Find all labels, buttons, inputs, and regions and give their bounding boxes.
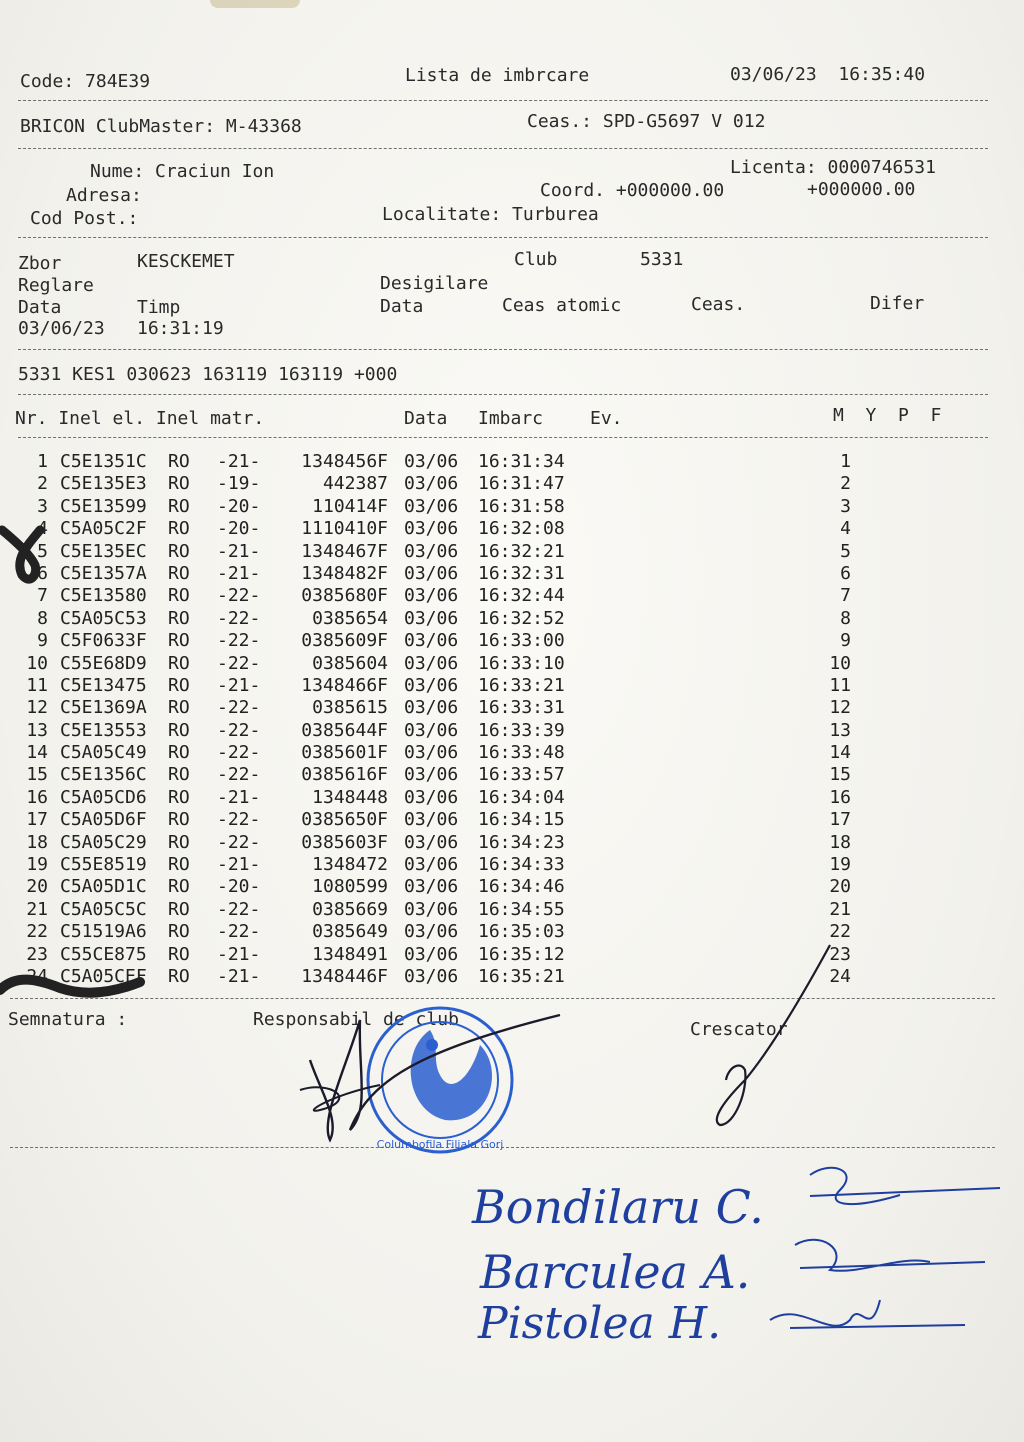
- row-number: 9: [37, 630, 48, 652]
- ring-number: 1348491: [312, 943, 388, 965]
- unsealing-label: Desigilare: [380, 273, 489, 294]
- rank-m: 14: [829, 742, 851, 764]
- electronic-ring: C5E1356C: [60, 764, 147, 786]
- ring-year: -21-: [217, 965, 261, 987]
- club-responsible-label: Responsabil de club: [253, 1009, 459, 1030]
- ring-number: 0385669: [312, 898, 388, 920]
- ring-year: -21-: [217, 786, 261, 808]
- ring-year: -22-: [217, 764, 261, 786]
- arrival-time: 16:34:33: [478, 854, 565, 876]
- arrival-time: 16:35:12: [478, 943, 565, 965]
- club-number: 5331: [640, 249, 684, 270]
- ring-number: 0385601F: [301, 742, 388, 764]
- row-number: 17: [26, 809, 48, 831]
- arrival-date: 03/06: [404, 876, 459, 898]
- rank-m: 4: [840, 518, 851, 540]
- row-number: 13: [26, 719, 48, 741]
- handwritten-name-3: Pistolea H.: [478, 1298, 722, 1349]
- arrival-date: 03/06: [404, 965, 459, 987]
- rank-m: 12: [829, 697, 851, 719]
- country-code: RO: [168, 562, 190, 584]
- electronic-ring: C5A05C29: [60, 831, 147, 853]
- arrival-time: 16:31:34: [478, 451, 565, 472]
- country-code: RO: [168, 943, 190, 965]
- atomic-clock-label: Ceas atomic: [502, 295, 622, 316]
- ring-year: -22-: [217, 898, 261, 920]
- arrival-date: 03/06: [404, 585, 459, 607]
- country-code: RO: [168, 607, 190, 629]
- arrival-time: 16:34:15: [478, 809, 565, 831]
- clock-label: Ceas.: SPD-G5697 V 012: [527, 111, 766, 132]
- ring-year: -22-: [217, 652, 261, 674]
- ring-number: 1348467F: [301, 540, 388, 562]
- electronic-ring: C5A05CD6: [60, 786, 147, 808]
- ring-number: 0385604: [312, 652, 388, 674]
- row-number: 10: [26, 652, 48, 674]
- setting-label: Reglare: [18, 275, 94, 296]
- electronic-ring: C5E13599: [60, 495, 147, 517]
- ring-number: 0385603F: [301, 831, 388, 853]
- row-number: 2: [37, 473, 48, 495]
- arrival-date: 03/06: [404, 786, 459, 808]
- arrival-date: 03/06: [404, 473, 459, 495]
- flight-label: Zbor: [18, 253, 62, 274]
- row-number: 21: [26, 898, 48, 920]
- arrival-time: 16:32:52: [478, 607, 565, 629]
- row-number: 24: [26, 965, 48, 987]
- arrival-time: 16:32:31: [478, 562, 565, 584]
- electronic-ring: C5E1351C: [60, 451, 147, 472]
- arrival-time: 16:35:21: [478, 965, 565, 987]
- arrival-time: 16:33:57: [478, 764, 565, 786]
- arrival-date: 03/06: [404, 764, 459, 786]
- electronic-ring: C5F0633F: [60, 630, 147, 652]
- ring-year: -22-: [217, 809, 261, 831]
- flight-code-line: 5331 KES1 030623 163119 163119 +000: [18, 364, 398, 385]
- row-number: 19: [26, 854, 48, 876]
- row-number: 7: [37, 585, 48, 607]
- rank-m: 16: [829, 786, 851, 808]
- arrival-time: 16:32:08: [478, 518, 565, 540]
- row-number: 18: [26, 831, 48, 853]
- arrival-time: 16:32:21: [478, 540, 565, 562]
- arrival-date: 03/06: [404, 540, 459, 562]
- country-code: RO: [168, 495, 190, 517]
- time-label: Timp: [137, 297, 181, 318]
- country-code: RO: [168, 540, 190, 562]
- electronic-ring: C55E68D9: [60, 652, 147, 674]
- row-number: 8: [37, 607, 48, 629]
- flight-name: KESCKEMET: [137, 251, 235, 272]
- electronic-ring: C5A05C5C: [60, 898, 147, 920]
- row-number: 22: [26, 921, 48, 943]
- ring-year: -22-: [217, 607, 261, 629]
- binder-mark-icon: [2, 530, 40, 579]
- ring-year: -22-: [217, 697, 261, 719]
- postal-code-label: Cod Post.:: [30, 208, 139, 229]
- rank-m: 20: [829, 876, 851, 898]
- arrival-date: 03/06: [404, 943, 459, 965]
- ring-number: 0385609F: [301, 630, 388, 652]
- arrival-date: 03/06: [404, 562, 459, 584]
- owner-name: Nume: Craciun Ion: [90, 161, 275, 182]
- arrival-time: 16:35:03: [478, 921, 565, 943]
- rank-m: 23: [829, 943, 851, 965]
- arrival-time: 16:34:46: [478, 876, 565, 898]
- arrival-date: 03/06: [404, 809, 459, 831]
- ring-year: -21-: [217, 562, 261, 584]
- address-label: Adresa:: [66, 185, 142, 206]
- ring-number: 442387: [322, 473, 388, 495]
- ring-year: -19-: [217, 473, 261, 495]
- electronic-ring: C5A05D6F: [60, 809, 147, 831]
- rank-m: 19: [829, 854, 851, 876]
- rank-m: 8: [840, 607, 851, 629]
- rank-m: 18: [829, 831, 851, 853]
- arrival-date: 03/06: [404, 831, 459, 853]
- ring-number: 1348448: [312, 786, 388, 808]
- ring-number: 1110410F: [301, 518, 388, 540]
- country-code: RO: [168, 719, 190, 741]
- row-number: 14: [26, 742, 48, 764]
- arrival-time: 16:33:21: [478, 674, 565, 696]
- arrival-time: 16:33:00: [478, 630, 565, 652]
- ring-number: 0385649: [312, 921, 388, 943]
- country-code: RO: [168, 697, 190, 719]
- row-number: 6: [37, 562, 48, 584]
- electronic-ring: C5E13475: [60, 674, 147, 696]
- col-header-date: Data: [404, 408, 448, 429]
- rank-m: 7: [840, 585, 851, 607]
- print-datetime: 03/06/23 16:35:40: [730, 64, 926, 85]
- country-code: RO: [168, 831, 190, 853]
- row-number: 20: [26, 876, 48, 898]
- country-code: RO: [168, 876, 190, 898]
- rank-m: 6: [840, 562, 851, 584]
- ring-year: -20-: [217, 876, 261, 898]
- electronic-ring: C51519A6: [60, 921, 147, 943]
- ring-year: -22-: [217, 719, 261, 741]
- ring-number: 0385615: [312, 697, 388, 719]
- rank-m: 21: [829, 898, 851, 920]
- col-header-arrival: Imbarc: [478, 408, 544, 429]
- electronic-ring: C5A05C53: [60, 607, 147, 629]
- electronic-ring: C5A05C2F: [60, 518, 147, 540]
- arrival-date: 03/06: [404, 719, 459, 741]
- ring-year: -21-: [217, 674, 261, 696]
- electronic-ring: C5E1357A: [60, 562, 147, 584]
- arrival-date: 03/06: [404, 742, 459, 764]
- rank-m: 10: [829, 652, 851, 674]
- arrival-time: 16:33:48: [478, 742, 565, 764]
- country-code: RO: [168, 965, 190, 987]
- signature-label: Semnatura :: [8, 1009, 128, 1030]
- arrival-time: 16:33:10: [478, 652, 565, 674]
- rank-m: 2: [840, 473, 851, 495]
- electronic-ring: C5E135EC: [60, 540, 147, 562]
- arrival-time: 16:33:39: [478, 719, 565, 741]
- ring-number: 110414F: [312, 495, 388, 517]
- country-code: RO: [168, 809, 190, 831]
- arrival-date: 03/06: [404, 921, 459, 943]
- ring-year: -22-: [217, 630, 261, 652]
- coordinates-label: Coord. +000000.00: [540, 180, 725, 201]
- rank-m: 13: [829, 719, 851, 741]
- arrival-date: 03/06: [404, 652, 459, 674]
- arrival-date: 03/06: [404, 697, 459, 719]
- arrival-date: 03/06: [404, 607, 459, 629]
- country-code: RO: [168, 451, 190, 472]
- arrival-date: 03/06: [404, 674, 459, 696]
- rank-m: 24: [829, 965, 851, 987]
- ring-year: -21-: [217, 451, 261, 472]
- initials-signature-icon: [810, 1168, 900, 1204]
- country-code: RO: [168, 518, 190, 540]
- electronic-ring: C5E13580: [60, 585, 147, 607]
- breeder-label: Crescator: [690, 1019, 788, 1040]
- country-code: RO: [168, 898, 190, 920]
- ring-year: -22-: [217, 831, 261, 853]
- rank-m: 15: [829, 764, 851, 786]
- country-code: RO: [168, 473, 190, 495]
- ring-year: -22-: [217, 585, 261, 607]
- country-code: RO: [168, 585, 190, 607]
- unseal-date-label: Data: [380, 296, 424, 317]
- ring-number: 1348482F: [301, 562, 388, 584]
- ring-year: -22-: [217, 742, 261, 764]
- stamp-text: Columbofila Filiala Gorj: [376, 1138, 504, 1151]
- coordinates-value: +000000.00: [807, 179, 916, 200]
- arrival-time: 16:34:23: [478, 831, 565, 853]
- breeder-signature-icon: [717, 945, 830, 1125]
- arrival-time: 16:33:31: [478, 697, 565, 719]
- col-header-mypf: M Y P F: [833, 405, 942, 426]
- row-number: 23: [26, 943, 48, 965]
- ring-year: -20-: [217, 518, 261, 540]
- arrival-date: 03/06: [404, 495, 459, 517]
- ring-number: 0385680F: [301, 585, 388, 607]
- arrival-time: 16:34:04: [478, 786, 565, 808]
- row-number: 4: [37, 518, 48, 540]
- electronic-ring: C5A05D1C: [60, 876, 147, 898]
- country-code: RO: [168, 742, 190, 764]
- rank-m: 22: [829, 921, 851, 943]
- arrival-date: 03/06: [404, 630, 459, 652]
- arrival-time: 16:32:44: [478, 585, 565, 607]
- rank-m: 17: [829, 809, 851, 831]
- ring-year: -21-: [217, 540, 261, 562]
- ring-number: 1348472: [312, 854, 388, 876]
- document-title: Lista de imbrcare: [405, 65, 590, 86]
- row-number: 1: [37, 451, 48, 472]
- ring-year: -21-: [217, 854, 261, 876]
- country-code: RO: [168, 786, 190, 808]
- code-label: Code: 784E39: [20, 71, 151, 92]
- arrival-time: 16:31:58: [478, 495, 565, 517]
- locality-label: Localitate: Turburea: [382, 204, 599, 225]
- electronic-ring: C5E135E3: [60, 473, 147, 495]
- ring-year: -20-: [217, 495, 261, 517]
- clock-column-label: Ceas.: [691, 294, 746, 315]
- country-code: RO: [168, 630, 190, 652]
- arrival-time: 16:31:47: [478, 473, 565, 495]
- country-code: RO: [168, 854, 190, 876]
- clubmaster-label: BRICON ClubMaster: M-43368: [20, 116, 302, 137]
- ring-number: 0385644F: [301, 719, 388, 741]
- license-number: Licenta: 0000746531: [730, 157, 936, 178]
- row-number: 11: [26, 674, 48, 696]
- ring-number: 0385616F: [301, 764, 388, 786]
- arrival-date: 03/06: [404, 451, 459, 472]
- difference-label: Difer: [870, 293, 925, 314]
- rank-m: 9: [840, 630, 851, 652]
- ring-number: 1080599: [312, 876, 388, 898]
- row-number: 3: [37, 495, 48, 517]
- row-number: 12: [26, 697, 48, 719]
- rank-m: 3: [840, 495, 851, 517]
- electronic-ring: C5A05CEF: [60, 965, 147, 987]
- ring-year: -22-: [217, 921, 261, 943]
- electronic-ring: C5E13553: [60, 719, 147, 741]
- country-code: RO: [168, 674, 190, 696]
- country-code: RO: [168, 652, 190, 674]
- rank-m: 1: [840, 451, 851, 472]
- electronic-ring: C55E8519: [60, 854, 147, 876]
- ring-number: 1348456F: [301, 451, 388, 472]
- setting-time: 16:31:19: [137, 318, 224, 339]
- arrival-date: 03/06: [404, 854, 459, 876]
- arrival-date: 03/06: [404, 518, 459, 540]
- club-label: Club: [514, 249, 558, 270]
- binder-mark-icon: [0, 980, 140, 993]
- ring-number: 1348466F: [301, 674, 388, 696]
- row-number: 16: [26, 786, 48, 808]
- ring-number: 0385650F: [301, 809, 388, 831]
- col-header-rings: Nr. Inel el. Inel matr.: [15, 408, 265, 429]
- handwritten-name-2: Barculea A.: [480, 1245, 751, 1299]
- electronic-ring: C55CE875: [60, 943, 147, 965]
- handwritten-name-1: Bondilaru C.: [472, 1180, 764, 1234]
- date-label: Data: [18, 297, 62, 318]
- row-number: 5: [37, 540, 48, 562]
- rank-m: 11: [829, 674, 851, 696]
- col-header-event: Ev.: [590, 408, 623, 429]
- rank-m: 5: [840, 540, 851, 562]
- row-number: 15: [26, 764, 48, 786]
- setting-date: 03/06/23: [18, 318, 105, 339]
- ring-number: 1348446F: [301, 965, 388, 987]
- electronic-ring: C5E1369A: [60, 697, 147, 719]
- country-code: RO: [168, 921, 190, 943]
- ring-year: -21-: [217, 943, 261, 965]
- arrival-time: 16:34:55: [478, 898, 565, 920]
- electronic-ring: C5A05C49: [60, 742, 147, 764]
- country-code: RO: [168, 764, 190, 786]
- ring-number: 0385654: [312, 607, 388, 629]
- initials-signature-icon: [770, 1300, 880, 1326]
- arrival-date: 03/06: [404, 898, 459, 920]
